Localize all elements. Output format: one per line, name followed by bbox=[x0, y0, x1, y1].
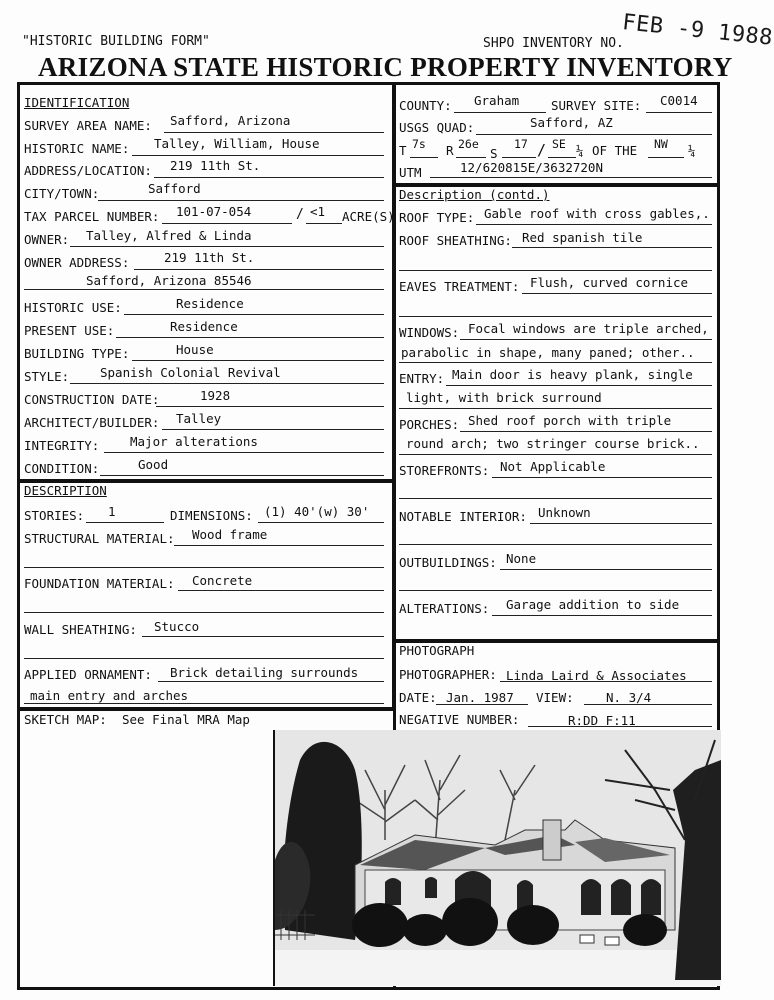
building-type-value: House bbox=[176, 342, 214, 357]
construction-date-value: 1928 bbox=[200, 388, 231, 403]
address-label: ADDRESS/LOCATION: bbox=[24, 163, 152, 178]
quarter2-value: NW bbox=[654, 137, 668, 151]
photo-date-value: Jan. 1987 bbox=[446, 690, 514, 705]
storefronts-value: Not Applicable bbox=[500, 459, 606, 474]
page-title: ARIZONA STATE HISTORIC PROPERTY INVENTORY bbox=[38, 52, 733, 82]
style-label: STYLE: bbox=[24, 369, 70, 384]
windows-label: WINDOWS: bbox=[399, 325, 460, 340]
construction-date-label: CONSTRUCTION DATE: bbox=[24, 392, 160, 407]
eaves-value: Flush, curved cornice bbox=[530, 275, 689, 290]
architect-value: Talley bbox=[176, 411, 222, 426]
structural-material-label: STRUCTURAL MATERIAL: bbox=[24, 531, 175, 546]
slash-separator-2: / bbox=[537, 141, 547, 159]
wall-sheathing-value: Stucco bbox=[154, 619, 200, 634]
tax-parcel-value: 101-07-054 bbox=[176, 204, 252, 219]
utm-value: 12/620815E/3632720N bbox=[460, 160, 603, 175]
entry-value-line1: Main door is heavy plank, single bbox=[452, 367, 693, 382]
applied-ornament-label: APPLIED ORNAMENT: bbox=[24, 667, 152, 682]
description-heading: DESCRIPTION bbox=[24, 483, 107, 498]
alterations-value: Garage addition to side bbox=[506, 597, 680, 612]
usgs-quad-label: USGS QUAD: bbox=[399, 120, 475, 135]
porches-label: PORCHES: bbox=[399, 417, 460, 432]
roof-sheathing-label: ROOF SHEATHING: bbox=[399, 233, 512, 248]
porches-value-line2: round arch; two stringer course brick.. bbox=[406, 436, 700, 451]
address-value: 219 11th St. bbox=[170, 158, 261, 173]
alterations-label: ALTERATIONS: bbox=[399, 601, 490, 616]
integrity-value: Major alterations bbox=[130, 434, 258, 449]
windows-value-line1: Focal windows are triple arched, bbox=[468, 321, 709, 336]
owner-address-label: OWNER ADDRESS: bbox=[24, 255, 130, 270]
style-value: Spanish Colonial Revival bbox=[100, 365, 281, 380]
applied-ornament-line2: main entry and arches bbox=[30, 688, 189, 703]
architect-label: ARCHITECT/BUILDER: bbox=[24, 415, 160, 430]
view-value: N. 3/4 bbox=[606, 690, 652, 705]
owner-label: OWNER: bbox=[24, 232, 70, 247]
township-label: T bbox=[399, 143, 407, 158]
foundation-material-label: FOUNDATION MATERIAL: bbox=[24, 576, 175, 591]
city-label: CITY/TOWN: bbox=[24, 186, 100, 201]
identification-heading: IDENTIFICATION bbox=[24, 95, 130, 110]
building-type-label: BUILDING TYPE: bbox=[24, 346, 130, 361]
eaves-label: EAVES TREATMENT: bbox=[399, 279, 520, 294]
acres-label: ACRE(S) bbox=[342, 209, 395, 224]
photographer-label: PHOTOGRAPHER: bbox=[399, 667, 497, 682]
description-contd-heading: Description (contd.) bbox=[399, 187, 550, 202]
tax-parcel-label: TAX PARCEL NUMBER: bbox=[24, 209, 160, 224]
integrity-label: INTEGRITY: bbox=[24, 438, 100, 453]
historic-name-value: Talley, William, House bbox=[154, 136, 320, 151]
shpo-inventory-label: SHPO INVENTORY NO. bbox=[483, 36, 624, 51]
applied-ornament-line1: Brick detailing surrounds bbox=[170, 665, 359, 680]
historic-name-label: HISTORIC NAME: bbox=[24, 141, 130, 156]
view-label: VIEW: bbox=[536, 690, 574, 705]
negative-number-label: NEGATIVE NUMBER: bbox=[399, 712, 520, 727]
condition-value: Good bbox=[138, 457, 169, 472]
storefronts-label: STOREFRONTS: bbox=[399, 463, 490, 478]
range-label: R bbox=[446, 143, 454, 158]
quarter-mark-1: ¼ bbox=[576, 143, 584, 158]
foundation-material-value: Concrete bbox=[192, 573, 253, 588]
negative-number-value: R:DD F:11 bbox=[568, 713, 636, 728]
section-label: S bbox=[490, 146, 498, 161]
city-value: Safford bbox=[148, 181, 201, 196]
owner-address-line2: Safford, Arizona 85546 bbox=[86, 273, 252, 288]
quarter1-value: SE bbox=[552, 137, 566, 151]
township-value: 7s bbox=[412, 137, 426, 151]
survey-site-label: SURVEY SITE: bbox=[551, 98, 642, 113]
received-date-stamp: FEB -9 1988 bbox=[621, 10, 774, 51]
structural-material-value: Wood frame bbox=[192, 527, 268, 542]
present-use-label: PRESENT USE: bbox=[24, 323, 115, 338]
historic-use-value: Residence bbox=[176, 296, 244, 311]
wall-sheathing-label: WALL SHEATHING: bbox=[24, 622, 137, 637]
outbuildings-value: None bbox=[506, 551, 537, 566]
owner-address-line1: 219 11th St. bbox=[164, 250, 255, 265]
county-label: COUNTY: bbox=[399, 98, 452, 113]
present-use-value: Residence bbox=[170, 319, 238, 334]
historic-use-label: HISTORIC USE: bbox=[24, 300, 122, 315]
sketch-map-value: See Final MRA Map bbox=[122, 712, 250, 727]
range-value: 26e bbox=[458, 137, 479, 151]
survey-site-value: C0014 bbox=[660, 93, 698, 108]
owner-value: Talley, Alfred & Linda bbox=[86, 228, 252, 243]
condition-label: CONDITION: bbox=[24, 461, 100, 476]
notable-interior-label: NOTABLE INTERIOR: bbox=[399, 509, 527, 524]
form-type-label: "HISTORIC BUILDING FORM" bbox=[22, 34, 210, 49]
of-the-label: OF THE bbox=[592, 143, 638, 158]
windows-value-line2: parabolic in shape, many paned; other.. bbox=[401, 345, 695, 360]
outbuildings-label: OUTBUILDINGS: bbox=[399, 555, 497, 570]
acreage-value: <1 bbox=[310, 204, 326, 219]
stories-label: STORIES: bbox=[24, 508, 85, 523]
entry-label: ENTRY: bbox=[399, 371, 445, 386]
entry-value-line2: light, with brick surround bbox=[406, 390, 602, 405]
survey-area-value: Safford, Arizona bbox=[170, 113, 291, 128]
photo-date-label: DATE: bbox=[399, 690, 437, 705]
slash-separator: / bbox=[296, 207, 304, 222]
section-value: 17 bbox=[514, 137, 528, 151]
roof-type-value: Gable roof with cross gables,. bbox=[484, 206, 710, 221]
dimensions-value: (1) 40'(w) 30' bbox=[264, 504, 370, 519]
porches-value-line1: Shed roof porch with triple bbox=[468, 413, 672, 428]
notable-interior-value: Unknown bbox=[538, 505, 591, 520]
usgs-quad-value: Safford, AZ bbox=[530, 115, 613, 130]
utm-label: UTM bbox=[399, 165, 422, 180]
quarter-mark-2: ¼ bbox=[688, 143, 696, 158]
survey-area-label: SURVEY AREA NAME: bbox=[24, 118, 152, 133]
roof-type-label: ROOF TYPE: bbox=[399, 210, 475, 225]
photographer-value: Linda Laird & Associates bbox=[506, 668, 687, 683]
photograph-heading: PHOTOGRAPH bbox=[399, 643, 475, 658]
house-photograph bbox=[273, 730, 721, 986]
sketch-map-label: SKETCH MAP: bbox=[24, 712, 107, 727]
roof-sheathing-value: Red spanish tile bbox=[522, 230, 643, 245]
dimensions-label: DIMENSIONS: bbox=[170, 508, 253, 523]
stories-value: 1 bbox=[108, 504, 116, 519]
county-value: Graham bbox=[474, 93, 520, 108]
